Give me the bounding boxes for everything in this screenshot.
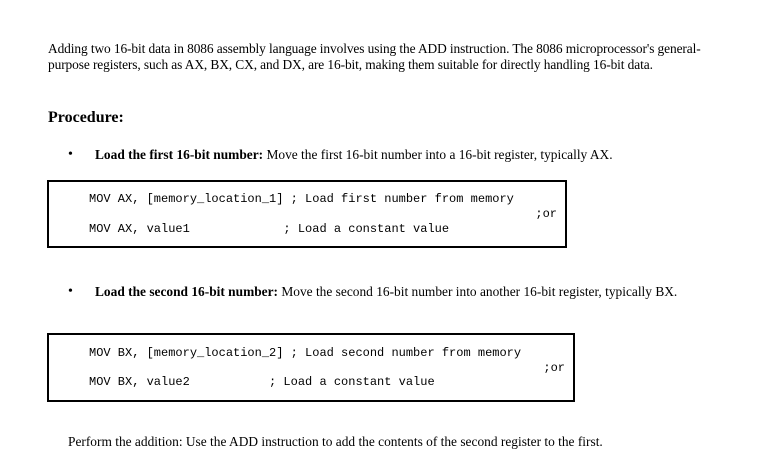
code-line: MOV AX, [memory_location_1] ; Load first number from memory xyxy=(89,192,514,206)
step-2-description: Move the second 16-bit number into another 16-bit register, typically BX. xyxy=(278,284,678,299)
bullet-icon: • xyxy=(68,284,73,299)
code-line: ;or xyxy=(535,207,557,221)
step-2-text xyxy=(95,284,724,300)
step-1-text xyxy=(95,147,724,163)
code-line: ;or xyxy=(543,361,565,375)
step-1-title: Load the first 16-bit number: xyxy=(95,147,264,162)
code-block-1 xyxy=(47,180,567,248)
code-line: MOV AX, value1 ; Load a constant value xyxy=(89,222,450,236)
bullet-icon: • xyxy=(68,147,73,162)
step-1-item xyxy=(68,147,724,163)
intro-paragraph: Adding two 16-bit data in 8086 assembly language involves using the ADD instruction. The 8086 microprocessor's general-purpose registers, such as AX, BX, CX, and DX, are 16-bit, making them suitable for directly handling 16-bit data. xyxy=(48,41,701,72)
step-2-item xyxy=(68,284,724,300)
code-line: MOV BX, [memory_location_2] ; Load second number from memory xyxy=(89,346,522,360)
step-3-partial-text: Perform the addition: Use the ADD instruction to add the contents of the second register to the first. xyxy=(68,434,603,449)
code-line: MOV BX, value2 ; Load a constant value xyxy=(89,375,435,389)
procedure-heading: Procedure: xyxy=(48,109,124,126)
step-1-description: Move the first 16-bit number into a 16-bit register, typically AX. xyxy=(263,147,613,162)
step-2-title: Load the second 16-bit number: xyxy=(95,284,279,299)
code-block-2 xyxy=(47,333,575,402)
